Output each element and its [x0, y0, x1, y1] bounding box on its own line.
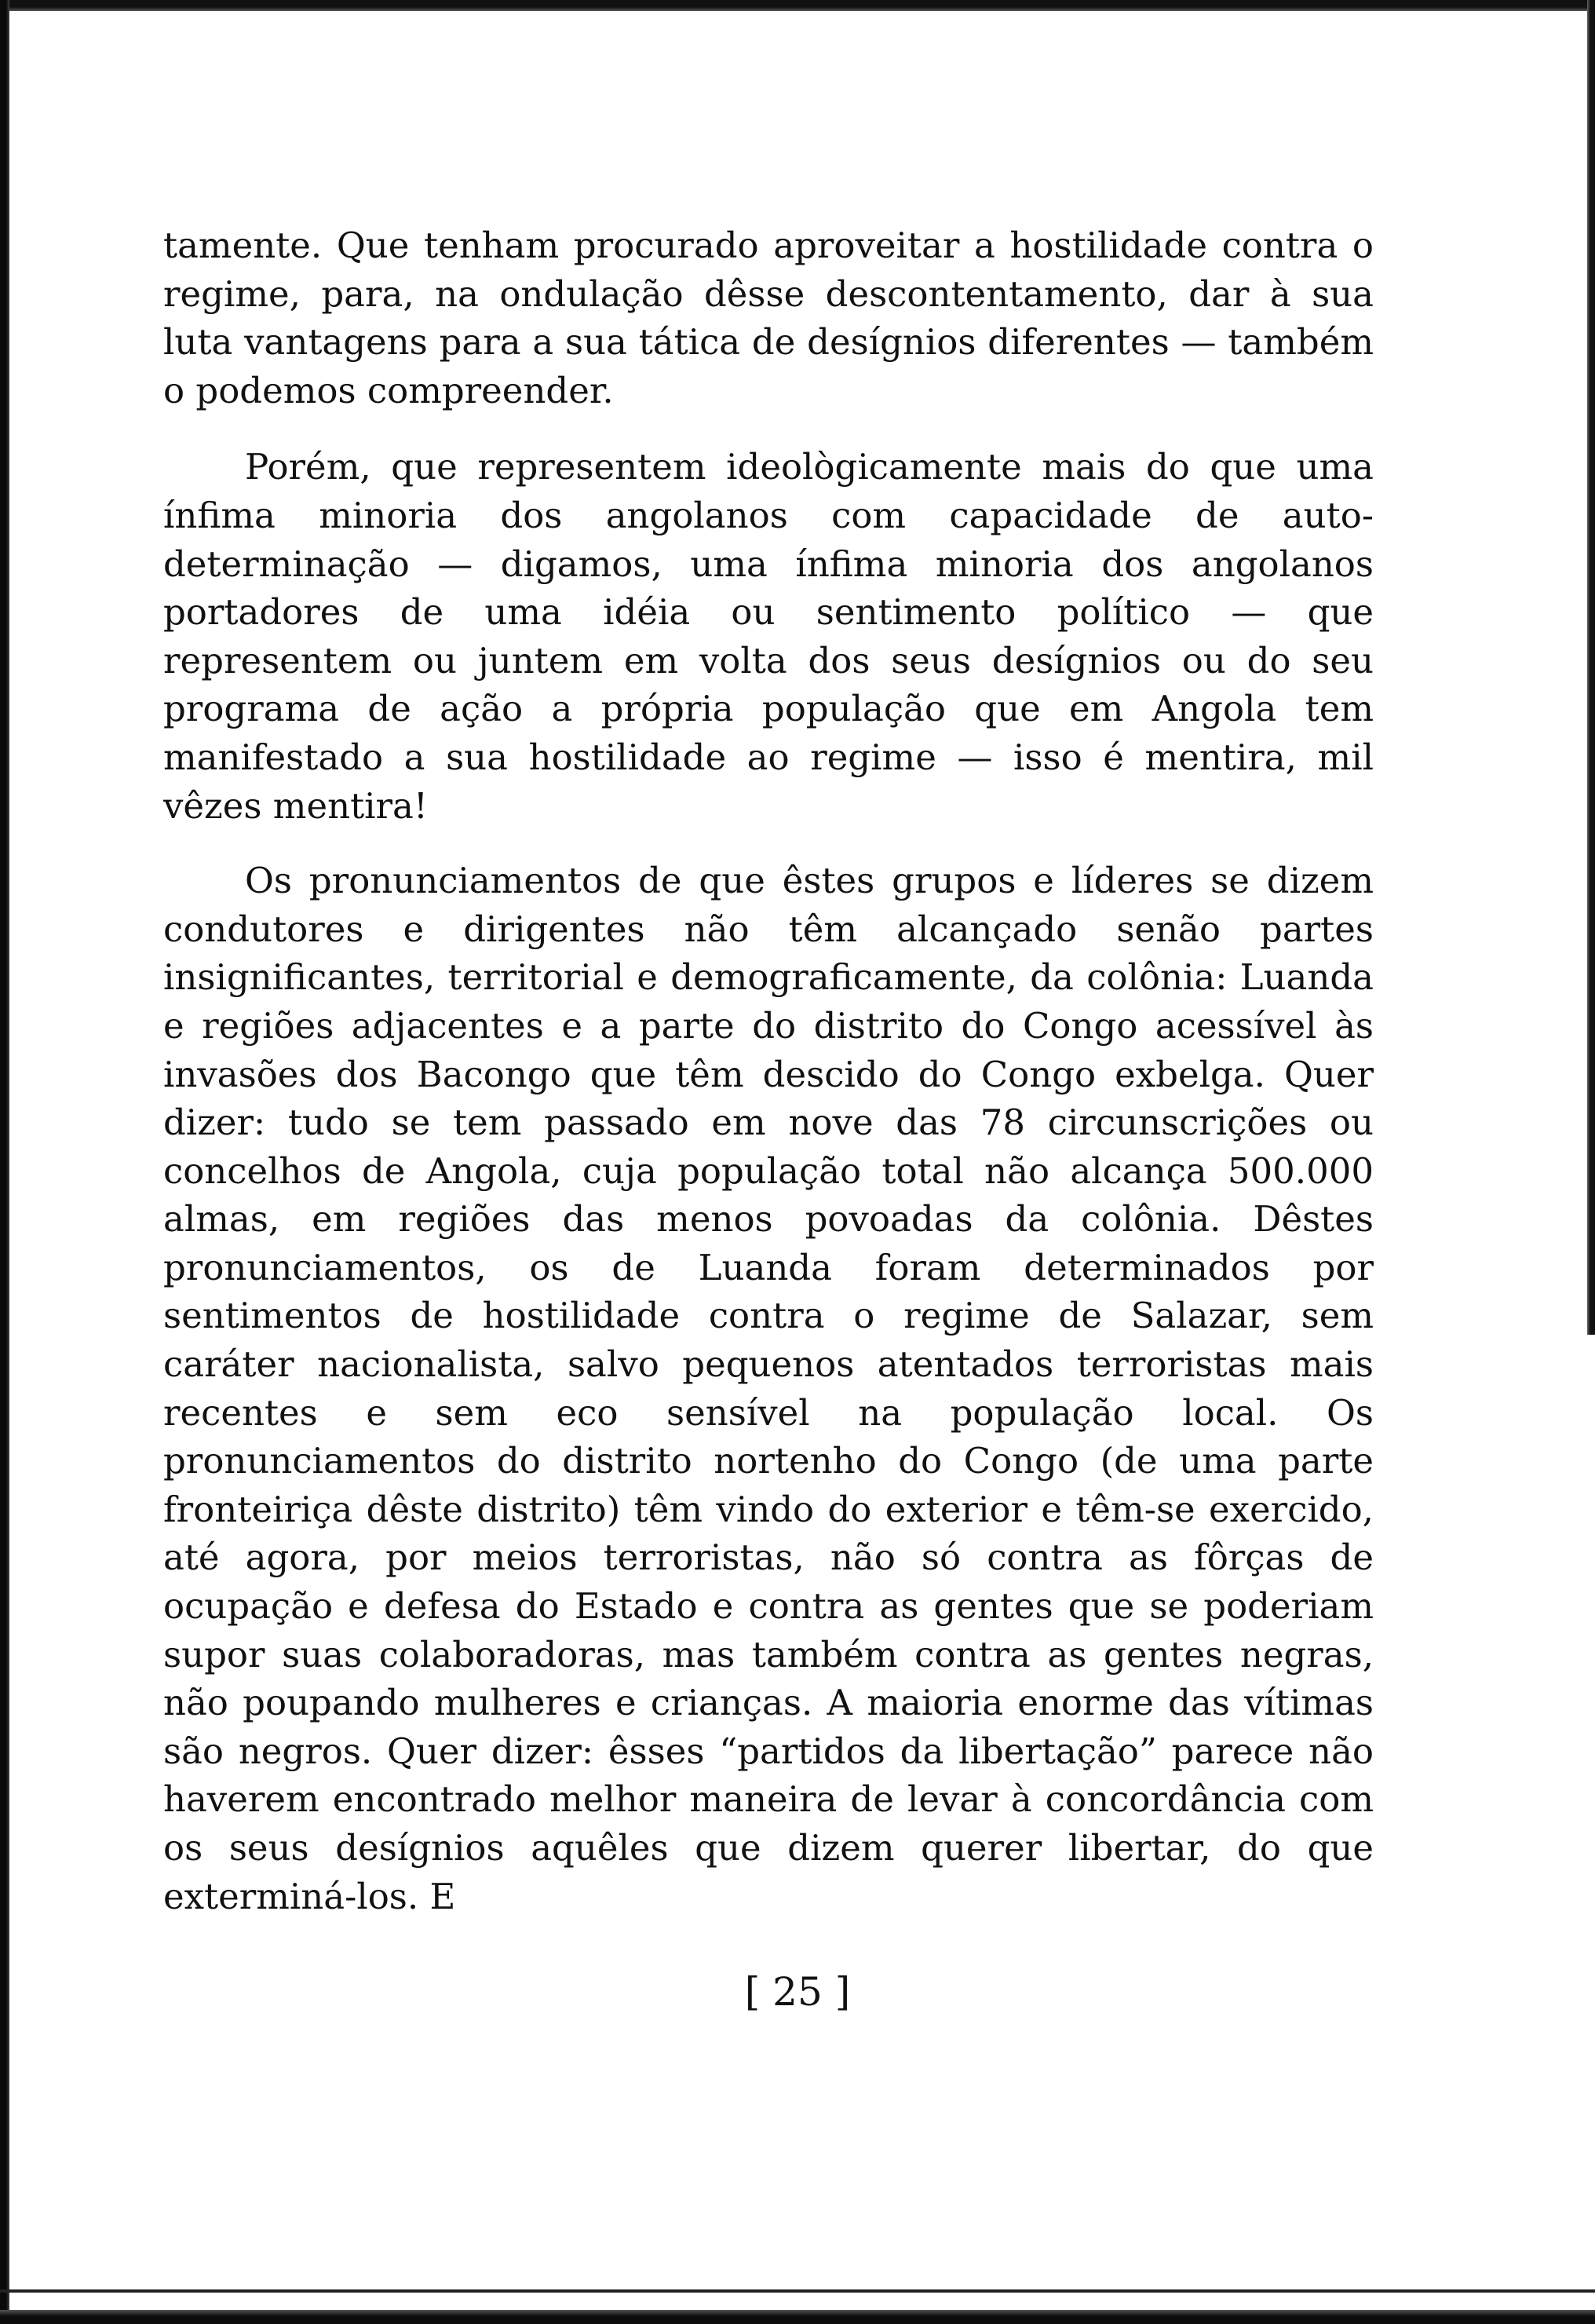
page-number: [ 25 ] [744, 1969, 851, 2015]
paragraph-2: Porém, que representem ideològicamente mais do que uma ínfima minoria dos angolanos com capacidade de auto-determinação — digamos, uma ínfima minoria dos angolanos portadores de uma idéia ou sentimento político — que representem ou juntem em volta dos seus desígnios ou do seu programa de ação a própria população que em Angola tem manifestado a sua hostilidade ao regime — isso é mentira, mil vêzes mentira! [163, 446, 1374, 827]
scan-border-right [1587, 0, 1595, 1335]
scan-border-bottom-line [0, 2289, 1595, 2293]
scan-border-bottom [0, 2310, 1595, 2324]
body-text [163, 221, 1374, 1920]
paragraph-1: tamente. Que tenham procurado aproveitar a hostilidade contra o regime, para, na ondulação dêsse descontentamento, dar à sua luta vantagens para a sua tática de desígnios diferentes — também o podemos compreender. [163, 225, 1374, 411]
scan-border-top [0, 0, 1595, 11]
paragraph-3: Os pronunciamentos de que êstes grupos e líderes se dizem condutores e dirigentes não têm alcançado senão partes insignificantes, territorial e demograficamente, da colônia: Luanda e regiões adjacentes e a parte do distrito do Congo acessível às invasões dos Bacongo que têm descido do Congo exbelga. Quer dizer: tudo se tem passado em nove das 78 circunscrições ou concelhos de Angola, cuja população total não alcança 500.000 almas, em regiões das menos povoadas da colônia. Dêstes pronunciamentos, os de Luanda foram determinados por sentimentos de hostilidade contra o regime de Salazar, sem caráter nacionalista, salvo pequenos atentados terroristas mais recentes e sem eco sensível na população local. Os pronunciamentos do distrito nortenho do Congo (de uma parte fronteiriça dêste distrito) têm vindo do exterior e têm-se exercido, até agora, por meios terroristas, não só contra as fôrças de ocupação e defesa do Estado e contra as gentes que se poderiam supor suas colaboradoras, mas também contra as gentes negras, não poupando mulheres e crianças. A maioria enorme das vítimas são negros. Quer dizer: êsses “partidos da libertação” parece não haverem encontrado melhor maneira de levar à concordância com os seus desígnios aquêles que dizem querer libertar, do que exterminá-los. E [163, 860, 1374, 1917]
